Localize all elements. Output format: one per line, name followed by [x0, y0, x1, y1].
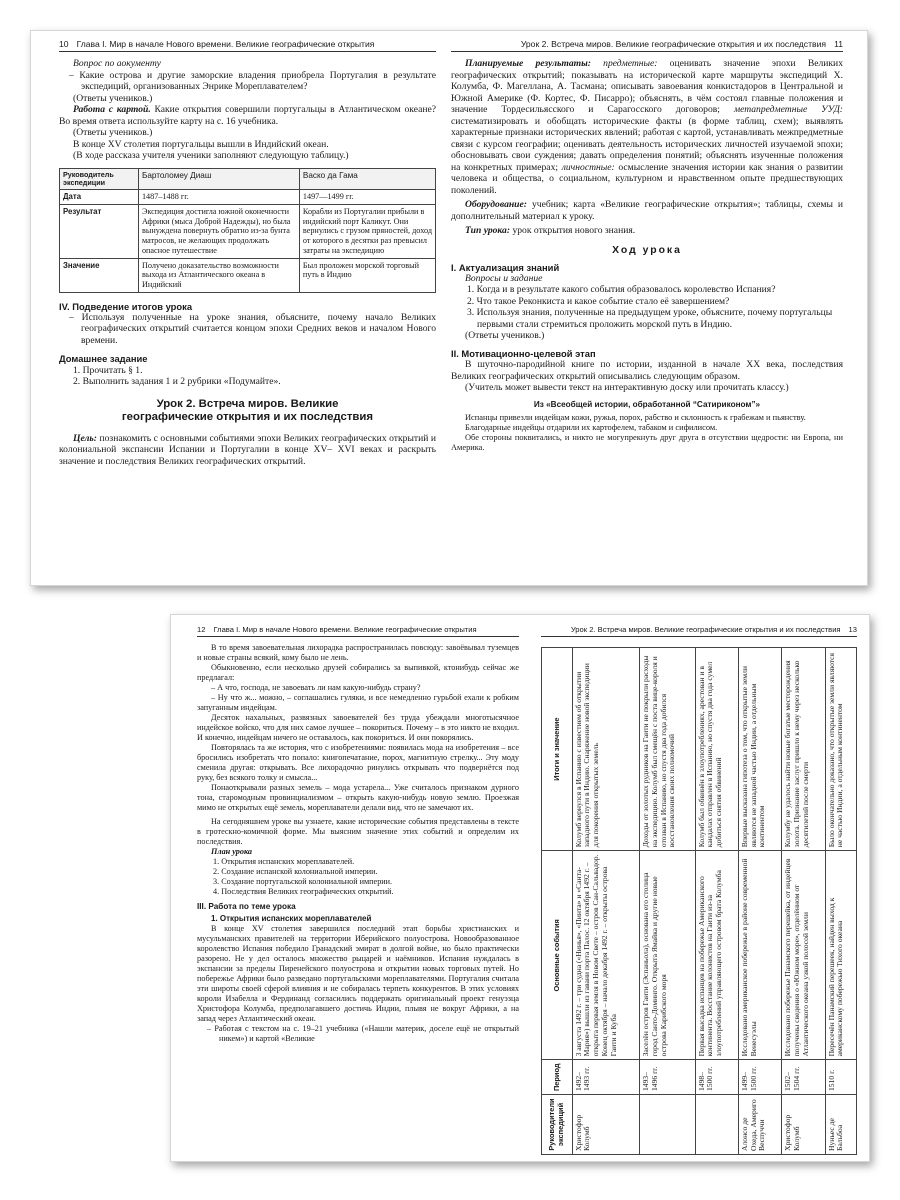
running-title: Урок 2. Встреча миров. Великие географические открытия и их последствия: [570, 625, 841, 634]
equip-text: учебник; карта «Великие географические открытия»; таблицы, схемы и дополнительный материал к уроку.: [451, 199, 843, 222]
page-11: [451, 39, 843, 585]
page-number: 13: [848, 625, 857, 634]
table-cell: Первая высадка испанцев на побережье Американского континента. Восстание колонистов на Гаити из-за злоупотреблений управляющего островом брата Колумба: [695, 851, 738, 1060]
table-cell: [695, 1095, 738, 1155]
table-row: [572, 648, 640, 1155]
answers-note: (Ответы учеников.): [73, 92, 153, 104]
paragraph: Десяток нахальных, развязных завоевателей без труда убеждали многотысячное индейское войско, что для них самое лучшее – покориться. Почему – в это никто не входил. И конечно, индейцам ничего не оставалось, как покориться. И они покорялись.: [197, 713, 519, 742]
subject-label: предметные:: [603, 58, 658, 69]
summary-question: – Используя полученные на уроке знания, объясните, почему начало Великих географических открытий считается концом эпохи Средних веков и началом Нового времени.: [69, 311, 436, 346]
list-item: 2. Создание испанской колониальной империи.: [213, 867, 378, 876]
table-header-row: [542, 648, 573, 1155]
table-cell: 1502–1504 гг.: [782, 1060, 825, 1095]
table-header-cell: Период: [542, 1060, 573, 1095]
quote-line: Благодарные индейцы отдарили их картофелем, табаком и сифилисом.: [465, 422, 718, 432]
table-cell: Исследовано американское побережье в районе современной Венесуэлы: [739, 851, 782, 1060]
table-cell: 1497—1499 гг.: [299, 190, 435, 205]
list-item: 1. Когда и в результате какого события образовалось королевство Испания?: [467, 284, 776, 296]
homework-item: 2. Выполнить задания 1 и 2 рубрики «Подумайте».: [73, 376, 281, 388]
quote-block: [451, 413, 843, 453]
table-header-cell: Руководители экспедиций: [542, 1095, 573, 1155]
paragraph: В то время завоевательная лихорадка распространилась повсюду: завоёвывал туземцев и новые страны всякий, кому было не лень.: [197, 643, 519, 662]
teacher-note: (Учитель может вывести текст на интерактивную доску или прочитать классу.): [465, 382, 789, 394]
homework-item: 1. Прочитать § 1.: [73, 364, 143, 376]
table-cell: 1498–1500 гг.: [695, 1060, 738, 1095]
table-row: [640, 648, 695, 1155]
planned-results: [451, 58, 843, 196]
subsection-heading: 1. Открытия испанских мореплавателей: [211, 914, 372, 923]
table-cell: Колумбу не удалось найти новые богатые месторождения золота. Признание заслуг пришло к нему через несколько десятилетий после смерти: [782, 648, 825, 851]
map-task-label: Работа с картой.: [73, 104, 151, 115]
subsection-label: Вопросы и задание: [465, 272, 543, 284]
page-number: 11: [834, 39, 843, 49]
table-cell: Колумб вернулся в Испанию с известием об открытии западного пути в Индию. Снаряжение новой экспедиции для покорения открытых земель: [572, 648, 640, 851]
quote-title: Из «Всеобщей истории, обработанной “Сатириконом”»: [533, 399, 761, 409]
table-cell: Алонсо де Охеда, Америго Веспуччи: [739, 1095, 782, 1155]
table-cell: 1493–1496 гг.: [640, 1060, 695, 1095]
table-cell: [640, 1095, 695, 1155]
page-10: [59, 39, 436, 585]
section-heading: II. Мотивационно-целевой этап: [451, 347, 596, 359]
quote-line: Обе стороны поквитались, и никто не могупрекнуть друг друга в отсутствии щедрости: ни Европа, ни Америка.: [451, 432, 843, 452]
rotated-table-wrapper: [541, 647, 857, 1155]
table-cell: Пересечён Панамский перешеек, найден выход к американскому побережью Тихого океана: [825, 851, 856, 1060]
answers-note: (Ответы учеников.): [73, 127, 153, 138]
equipment: [451, 199, 843, 222]
table-cell: Экспедиция достигла южной оконечности Африки (мыса Доброй Надежды), но была вынуждена повернуть обратно из-за бунта матросов, не желающих продолжать опасное путешествие: [138, 205, 299, 258]
list-item: 4. Последствия Великих географических открытий.: [213, 887, 394, 896]
section-heading: I. Актуализация знаний: [451, 261, 560, 273]
rotated-table: [541, 647, 857, 1155]
question-label: Вопрос по аокументу: [73, 58, 161, 69]
running-title: Глава I. Мир в начале Нового времени. Великие географические открытия: [213, 625, 477, 634]
table-cell: 1492–1493 гг.: [572, 1060, 640, 1095]
paragraph: Повторялась та же история, что с изобретениями: появилась мода на изобретения – все бросились изобретать что попало: книгопечатание, порох, магнитную стрелку... Эту моду сменила другая: открывать. Все лихорадочно ринулись открывать что подвернётся под руку, без всякого толку и смысла...: [197, 743, 519, 782]
page-number: 10: [59, 39, 69, 49]
paragraph: – Ну что ж... можно, – соглашались гуляки, и все немедленно гурьбой ехали к робким запуганным индейцам.: [197, 693, 519, 712]
list-item: 1. Открытия испанских мореплавателей.: [213, 857, 355, 866]
personal-label: личностные:: [561, 161, 615, 173]
table-cell: Доходы от золотых рудников на Гаити не покрыли расходы на экспедицию. Колумб был смещён с поста вице-короля и отозван в Испанию, но спустя два года добился восстановления своих полномочий: [640, 648, 695, 851]
table-row: [60, 205, 436, 258]
quote-line: Испанцы привезли индейцам кожи, ружья, порох, рабство и склонность к грабежам и пьянству.: [465, 412, 806, 422]
table-cell: Исследовано побережье Панамского перешейка, от индейцев получены сведения о «Южном море», отделённом от Атлантического океана узкой полосой земли: [782, 851, 825, 1060]
type-label: Тип урока:: [465, 225, 511, 236]
section-heading: IV. Подведение итогов урока: [59, 300, 193, 312]
paragraph: Понаоткрывали разных земель – мода устарела... Уже считалось признаком дурного тона, старомодным провинциализмом – открыть какую-нибудь новую землю. Проезжая мимо не открытых ещё земель, мореплаватели делали вид, что не замечают их.: [197, 783, 519, 812]
table-cell: 1487–1488 гг.: [138, 190, 299, 205]
page-12: [197, 625, 519, 1161]
list-item: 3. Создание португальской колониальной империи.: [213, 877, 393, 886]
table-header-cell: Васко да Гама: [299, 168, 435, 190]
table-row: [739, 648, 782, 1155]
task-text: – Работая с текстом на с. 19–21 учебника («Нашли материк, доселе ещё не открытый никем») и картой «Великие: [207, 1023, 519, 1043]
map-task-text: Какие открытия совершили португальцы в Атлантическом океане? Во время ответа используйте карту на с. 16 учебника.: [59, 104, 436, 127]
table-header-cell: Итоги и значение: [542, 648, 573, 851]
table-row: [60, 190, 436, 205]
equip-label: Оборудование:: [465, 199, 527, 210]
paragraph: В конце XV столетия завершился последний этап борьбы христианских и мусульманских правителей на территории Иберийского полуострова. Новообразованное королевство Испания победило Гранадский эмират в долгой войне, но было практически разорено. Не у дел осталось множество рыцарей и наёмников. Испания нуждалась в экспансии за пределы Пиренейского полуострова и открытии новых торговых путей. Но побережье Африки было разведано португальскими мореплавателями. Португалия считала эти широты своей сферой влияния и не собиралась терпеть конкурентов. В этих условиях короли Изабелла и Фердинанд согласились поддержать оригинальный проект генуэзца Христофора Колумба, предполагавшего достичь Индии, плывя не вокруг Африки, а на запад через Атлантический океан.: [197, 923, 519, 1023]
lesson-title: [59, 398, 436, 425]
table-header-row: [60, 168, 436, 190]
table-cell: Колумб был обвинён в злоупотреблениях, арестован и в кандалах отправлен в Испанию, но спустя два года сумел добиться снятия обвинений: [695, 648, 738, 851]
lesson-type: [451, 225, 843, 237]
table-row: [695, 648, 738, 1155]
page-header: [451, 39, 843, 52]
table-header-cell: Бартоломеу Диаш: [138, 168, 299, 190]
table-cell: 1510 г.: [825, 1060, 856, 1095]
table-cell: Заселён остров Гаити (Эспаньола), основана его столица город Санто-Доминго. Открыта Ямайка и другие новые острова Карибского моря: [640, 851, 695, 1060]
planned-text: оценивать значение эпохи Великих географических открытий; показывать на исторической карте маршруты экспедиций Х. Колумба, Ф. Магеллана, А. Тасмана; описывать завоевания конкистадоров в Центральной и Южной Америке (Ф. Кортес, Ф. Писарро); объяснять, в чём состоял главные положения и значение Тордесильясского и Сарагосского договоров;: [451, 58, 843, 115]
goal-text: познакомить с основными событиями эпохи Великих географических открытий и колониальной экспансии Испании и Португалии в конце XV– XVI веках и раскрыть значение и последствия Великих географических открытий.: [59, 432, 436, 467]
questions-list: [451, 284, 843, 330]
meta-text: систематизировать и обобщать исторические факты (в форме таблиц, схем); выявлять характерные признаки исторических явлений; работая с картой, устанавливать межпредметные связи с курсом географии; оценивать деятельность исторических личностей изучаемой эпохи; обосновывать свои суждения; давать определения понятий; объяснять изученные положения на конкретных примерах;: [451, 115, 843, 173]
today-text: На сегодняшнем уроке вы узнаете, какие исторические события представлены в тексте в гротескно-комичной форме. Мы выясним значение этих событий и определим их последствия.: [197, 817, 519, 846]
map-task: [59, 104, 436, 127]
fill-table-note: (В ходе рассказа учителя ученики заполняют следующую таблицу.): [73, 150, 349, 161]
paragraph: – А что, господа, не завоевать ли нам какую-нибудь страну?: [211, 683, 421, 692]
section-heading: III. Работа по теме урока: [197, 902, 296, 911]
table-cell: 3 августа 1492 г. – три судна («Нинья», «Пинта» и «Санта-Мария») вышли из гавани порта Палос. 12 октября 1492 г. – открыта первая земля в Новом Свете – остров Сан-Сальвадор. Конец октября – начало декабря 1492 г. – открыты острова Гаити и Куба: [572, 851, 640, 1060]
row-label: Значение: [60, 258, 139, 292]
book-spread-top: [30, 30, 868, 586]
table-cell: 1499–1500 гг.: [739, 1060, 782, 1095]
goal-label: Цель:: [73, 432, 97, 444]
page-header: [59, 39, 436, 52]
homework-heading: Домашнее задание: [59, 353, 148, 365]
running-title: Урок 2. Встреча миров. Великие географические открытия и их последствия: [520, 39, 827, 49]
page-number: 12: [197, 625, 206, 634]
lesson-course-heading: Ход урока: [612, 244, 682, 256]
lesson-goal: [59, 433, 436, 468]
list-item: 3. Используя знания, полученные на предыдущем уроке, объясните, почему португальцы первыми стали стремиться проложить морской путь в Индию.: [467, 307, 833, 330]
india-text: В конце XV столетия португальцы вышли в Индийский океан.: [73, 138, 329, 150]
table-cell: Корабли из Португалии прибыли в индийский порт Каликут. Они вернулись с грузом пряностей, доход от которого в десятки раз превысил затраты на экспедицию: [299, 205, 435, 258]
answers-note: (Ответы учеников.): [465, 330, 545, 342]
list-item: 2. Что такое Реконкиста и какое событие стало её завершением?: [467, 295, 730, 307]
table-row: [825, 648, 856, 1155]
spanish-expeditions-table: [541, 647, 857, 1155]
running-title: Глава I. Мир в начале Нового времени. Великие географические открытия: [76, 39, 375, 49]
paragraph: Обыкновенно, если несколько друзей собирались за выпивкой, ктонибудь сейчас же предлагал:: [197, 663, 519, 682]
type-text: урок открытия нового знания.: [510, 225, 636, 236]
table-row: [782, 648, 825, 1155]
table-row: [60, 258, 436, 292]
table-header-cell: Основные события: [542, 851, 573, 1060]
lesson-title-line: Урок 2. Встреча миров. Великие: [156, 397, 339, 410]
table-cell: Нуньес де Бальбоа: [825, 1095, 856, 1155]
row-label: Дата: [60, 190, 139, 205]
table-cell: Христофор Колумб: [572, 1095, 640, 1155]
plan-label: План урока: [211, 847, 253, 856]
row-label: Результат: [60, 205, 139, 258]
table-header-cell: Руководитель экспедиции: [60, 168, 139, 190]
page-header: [197, 625, 519, 637]
page-13: [541, 625, 857, 1161]
planned-label: Планируемые результаты:: [465, 58, 591, 69]
plan-list: [197, 857, 519, 897]
book-spread-bottom: [170, 614, 870, 1162]
question-text: – Какие острова и другие заморские владения приобрела Португалия в результате экспедиций, организованных Энрике Мореплавателем?: [69, 69, 436, 92]
explorers-table: [59, 168, 436, 293]
table-cell: Получено доказательство возможности выхода из Атлантического океана в Индийский: [138, 258, 299, 292]
personal-text: осмысление значения истории как знания о развитии человека и общества, о социальном, культурном и нравственном опыте предшествующих поколений.: [451, 161, 843, 196]
lesson-title-line: географические открытия и их последствия: [121, 411, 374, 424]
table-cell: Христофор Колумб: [782, 1095, 825, 1155]
table-cell: Был проложен морской торговый путь в Индию: [299, 258, 435, 292]
table-cell: Впервые высказана гипотеза о том, что открытые земли являются не западной частью Индии, а отдельным континентом: [739, 648, 782, 851]
table-cell: Было окончательно доказано, что открытые земли являются не частью Индии, а отдельным континентом: [825, 648, 856, 851]
page-header: [541, 625, 857, 637]
meta-label: метапредметные УУД:: [733, 104, 843, 115]
motivation-text: В шуточно-пародийной книге по истории, изданной в начале XX века, последствия Великих географических открытий описывались следующим образом.: [451, 359, 843, 382]
